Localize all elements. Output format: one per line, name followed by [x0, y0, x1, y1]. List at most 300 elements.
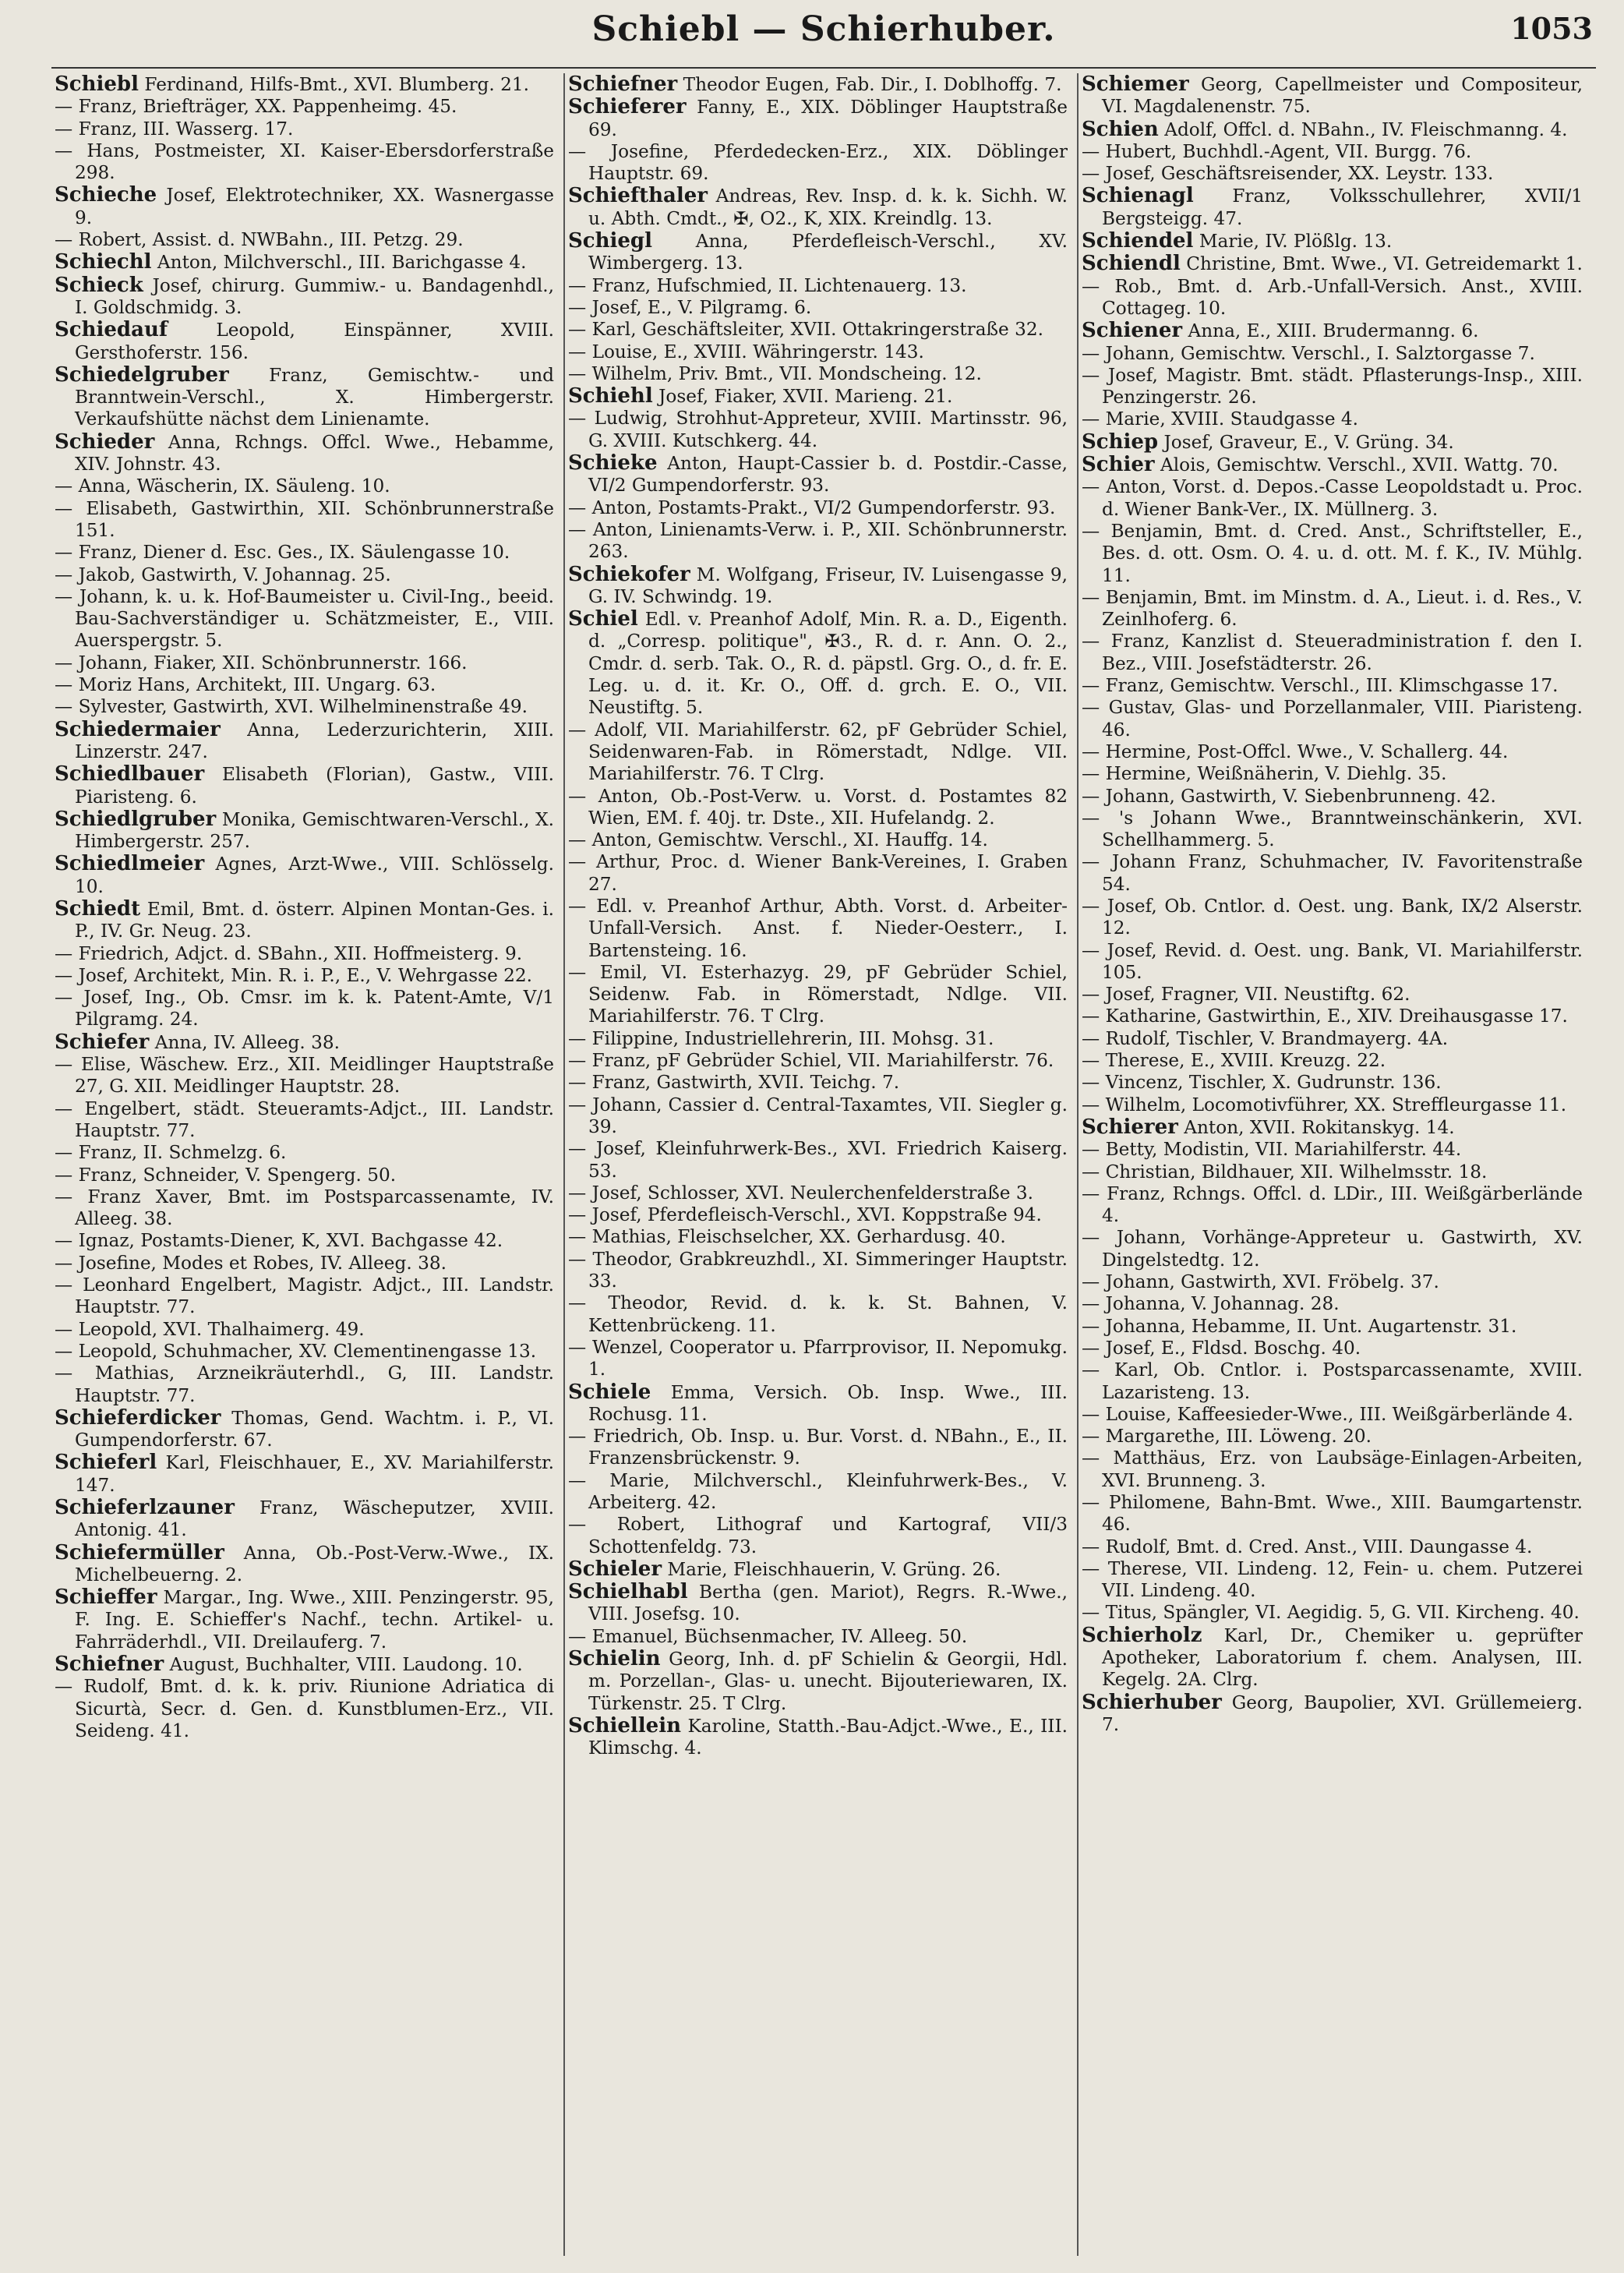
entry-name: Schiedlmeier — [55, 852, 205, 876]
entry-text: Georg, Capellmeister und Compositeur, VI. Magdalenenstr. 75. — [1102, 74, 1583, 118]
entry-text: Franz, pF Gebrüder Schiel, VII. Mariahilferstr. 76. — [591, 1050, 1054, 1072]
directory-entry — [55, 808, 554, 854]
entry-name: — — [568, 1182, 587, 1204]
directory-entry — [568, 1337, 1068, 1381]
entry-name: — — [568, 1514, 587, 1536]
directory-entry — [1082, 940, 1583, 984]
entry-text: Karl, Ob. Cntlor. i. Postsparcassenamte, XVIII. Lazaristeng. 13. — [1102, 1359, 1583, 1403]
entry-text: Christine, Bmt. Wwe., VI. Getreidemarkt 1. — [1186, 253, 1583, 275]
directory-entry — [568, 719, 1068, 786]
directory-entry — [55, 652, 554, 674]
directory-entry — [1082, 276, 1583, 320]
entry-text: Andreas, Rev. Insp. d. k. k. Sichh. W. u. Abth. Cmdt., ✠, O2., K, XIX. Kreindlg. 13. — [588, 186, 1068, 229]
directory-entry — [568, 1094, 1068, 1139]
entry-name: — — [1082, 895, 1100, 917]
entry-text: Marie, Fleischhauerin, V. Grüng. 26. — [667, 1558, 1001, 1580]
entry-name: — — [1082, 1337, 1100, 1359]
directory-entry — [55, 1341, 554, 1363]
entry-text: Franz Xaver, Bmt. im Postsparcassenamte, IV. Alleeg. 38. — [75, 1186, 554, 1230]
entry-name: — — [1082, 1094, 1100, 1115]
directory-entry — [1082, 1691, 1583, 1737]
directory-entry — [1082, 1050, 1583, 1072]
entry-text: Arthur, Proc. d. Wiener Bank-Vereines, I. Graben 27. — [588, 851, 1068, 895]
entry-name: — — [55, 1274, 73, 1296]
entry-text: Wilhelm, Locomotivführer, XX. Streffleurgasse 11. — [1105, 1094, 1567, 1115]
entry-text: Betty, Modistin, VII. Mariahilferstr. 44. — [1105, 1139, 1462, 1161]
entry-name: — — [568, 1469, 587, 1491]
entry-name: — — [1082, 1293, 1100, 1315]
directory-entry — [1082, 408, 1583, 430]
directory-entry — [568, 1581, 1068, 1626]
entry-text: Franz, Rchngs. Offcl. d. LDir., III. Weißgärberlände 4. — [1102, 1182, 1583, 1227]
directory-entry — [568, 1426, 1068, 1470]
entry-text: Josefine, Pferdedecken-Erz., XIX. Döblinger Hauptstr. 69. — [588, 140, 1068, 185]
entry-name: Schienagl — [1082, 184, 1194, 208]
entry-text: Josef, chirurg. Gummiw.- u. Bandagenhdl., I. Goldschmidg. 3. — [75, 274, 554, 318]
entry-text: Louise, Kaffeesieder-Wwe., III. Weißgärberlände 4. — [1105, 1403, 1573, 1425]
directory-entry — [1082, 1448, 1583, 1492]
directory-entry — [568, 1138, 1068, 1182]
directory-entry — [1082, 896, 1583, 940]
entry-name: — — [568, 296, 587, 318]
entry-name: Schiep — [1082, 430, 1159, 454]
entry-text: Josef, Revid. d. Oest. ung. Bank, VI. Mariahilferstr. 105. — [1102, 939, 1583, 983]
directory-entry — [568, 275, 1068, 297]
entry-text: Franz, Wäscheputzer, XVIII. Antonig. 41. — [75, 1497, 554, 1541]
directory-entry — [55, 586, 554, 652]
directory-entry — [568, 1182, 1068, 1204]
directory-entry — [1082, 1426, 1583, 1448]
directory-entry — [55, 719, 554, 764]
entry-name: Schiele — [568, 1380, 651, 1404]
entry-name: — — [568, 851, 587, 873]
entry-name: — — [1082, 631, 1100, 652]
entry-name: — — [55, 475, 73, 497]
entry-name: Schiendl — [1082, 252, 1181, 276]
entry-name: — — [568, 1204, 587, 1226]
entry-text: Karoline, Statth.-Bau-Adjct.-Wwe., E., III. Klimschg. 4. — [588, 1715, 1068, 1759]
directory-entry — [1082, 697, 1583, 741]
entry-text: Thomas, Gend. Wachtm. i. P., VI. Gumpendorferstr. 67. — [75, 1407, 554, 1451]
entry-text: Moriz Hans, Architekt, III. Ungarg. 63. — [78, 674, 436, 696]
entry-name: — — [55, 674, 73, 696]
entry-name: — — [1082, 1182, 1100, 1204]
entry-name: Schieferdicker — [55, 1405, 221, 1430]
directory-entry — [1082, 253, 1583, 275]
directory-entry — [1082, 118, 1583, 141]
entry-text: Franz, Gemischtw. Verschl., III. Klimschgasse 17. — [1105, 675, 1559, 697]
entry-name: — — [1082, 697, 1100, 719]
directory-entry — [55, 274, 554, 320]
directory-entry — [568, 230, 1068, 275]
directory-entry — [55, 1230, 554, 1252]
entry-name: — — [55, 696, 73, 718]
entry-name: — — [568, 274, 587, 296]
directory-entry — [568, 96, 1068, 141]
directory-entry — [55, 364, 554, 431]
entry-text: Anton, Vorst. d. Depos.-Casse Leopoldstadt u. Proc. d. Wiener Bank-Ver., IX. Müllnerg. 3. — [1102, 476, 1583, 520]
entry-name: Schiedermaier — [55, 717, 221, 741]
entry-text: Sylvester, Gastwirth, XVI. Wilhelminenstraße 49. — [78, 696, 528, 718]
directory-entry — [1082, 1139, 1583, 1161]
entry-text: Josef, Fiaker, XVII. Marieng. 21. — [658, 386, 953, 408]
column-3 — [1079, 73, 1592, 2256]
directory-entry — [568, 1558, 1068, 1581]
entry-name: Schiekofer — [568, 562, 690, 586]
directory-entry — [1082, 1094, 1583, 1116]
directory-entry — [55, 1098, 554, 1143]
directory-entry — [55, 853, 554, 898]
entry-text: Vincenz, Tischler, X. Gudrunstr. 136. — [1105, 1072, 1442, 1094]
directory-entry — [55, 1497, 554, 1542]
entry-text: Christian, Bildhauer, XII. Wilhelmsstr. 18. — [1105, 1161, 1488, 1182]
page-title: Schiebl — Schierhuber. — [591, 9, 1056, 49]
entry-text: Fanny, E., XIX. Döblinger Hauptstraße 69. — [588, 97, 1068, 140]
directory-entry — [1082, 1227, 1583, 1271]
entry-text: Franz, Hufschmied, II. Lichtenauerg. 13. — [591, 274, 967, 296]
entry-text: Josef, Kleinfuhrwerk-Bes., XVI. Friedrich Kaiserg. 53. — [588, 1138, 1068, 1182]
entry-text: Therese, VII. Lindeng. 12, Fein- u. chem. Putzerei VII. Lindeng. 40. — [1102, 1557, 1583, 1602]
entry-text: Robert, Assist. d. NWBahn., III. Petzg. 29. — [78, 229, 464, 251]
entry-text: Johann, Fiaker, XII. Schönbrunnerstr. 166. — [78, 652, 468, 673]
entry-text: Anton, Ob.-Post-Verw. u. Vorst. d. Postamtes 82 Wien, EM. f. 40j. tr. Dste., XII. Hufelandg. 2. — [588, 785, 1068, 829]
entry-name: Schiedlbauer — [55, 762, 205, 787]
entry-name: — — [1082, 1557, 1100, 1579]
directory-entry — [55, 229, 554, 251]
directory-entry — [55, 73, 554, 96]
entry-name: — — [1082, 520, 1100, 542]
directory-entry — [1082, 1293, 1583, 1315]
entry-name: — — [55, 1142, 73, 1164]
entry-text: Elisabeth, Gastwirthin, XII. Schönbrunnerstraße 151. — [75, 497, 554, 541]
entry-name: — — [1082, 163, 1100, 185]
directory-entry — [1082, 763, 1583, 785]
directory-entry — [568, 1226, 1068, 1248]
entry-text: Marie, Milchverschl., Kleinfuhrwerk-Bes., V. Arbeiterg. 42. — [588, 1469, 1068, 1513]
entry-text: Johanna, Hebamme, II. Unt. Augartenstr. 31. — [1105, 1315, 1517, 1337]
entry-text: Theodor Eugen, Fab. Dir., I. Doblhoffg. 7. — [683, 74, 1062, 95]
entry-text: Johann, Cassier d. Central-Taxamtes, VII. Siegler g. 39. — [588, 1094, 1068, 1137]
entry-name: — — [568, 140, 587, 162]
entry-name: — — [55, 229, 73, 251]
directory-entry — [568, 141, 1068, 186]
entry-text: Anna, Lederzurichterin, XIII. Linzerstr. 247. — [75, 719, 555, 762]
entry-name: — — [568, 497, 587, 518]
entry-text: Anna, E., XIII. Brudermanng. 6. — [1188, 320, 1479, 342]
entry-name: — — [1082, 1271, 1100, 1293]
directory-entry — [568, 1381, 1068, 1426]
entry-text: Franz, Gastwirth, XVII. Teichg. 7. — [591, 1072, 900, 1094]
entry-text: Wenzel, Cooperator u. Pfarrprovisor, II. Nepomukg. 1. — [588, 1336, 1068, 1380]
entry-text: Franz, II. Schmelzg. 6. — [78, 1142, 287, 1164]
entry-name: — — [55, 118, 73, 140]
entry-text: Anton, Gemischtw. Verschl., XI. Hauffg. 14. — [591, 829, 988, 851]
entry-name: Schiefer — [55, 1030, 150, 1054]
directory-entry — [568, 1626, 1068, 1648]
entry-text: Elise, Wäschew. Erz., XII. Meidlinger Hauptstraße 27, G. XII. Meidlinger Hauptstr. 28. — [75, 1054, 554, 1098]
entry-text: Matthäus, Erz. von Laubsäge-Einlagen-Arbeiten, XVI. Brunneng. 3. — [1102, 1448, 1583, 1491]
entry-name: — — [1082, 763, 1100, 785]
entry-text: Johann, k. u. k. Hof-Baumeister u. Civil-Ing., beeid. Bau-Sachverständiger u. Schätzmeister, E., VIII. Auerspergstr. 5. — [75, 585, 554, 652]
entry-text: Karl, Dr., Chemiker u. geprüfter Apotheker, Laboratorium f. chem. Analysen, III. Kegelg. 2A. Clrg. — [1102, 1624, 1583, 1691]
entry-name: — — [1082, 1006, 1100, 1027]
directory-entry — [568, 452, 1068, 497]
entry-name: Schiedauf — [55, 318, 168, 342]
entry-text: Karl, Geschäftsleiter, XVII. Ottakringerstraße 32. — [591, 319, 1044, 341]
entry-name: — — [568, 1292, 587, 1314]
entry-name: Schielin — [568, 1647, 661, 1671]
entry-name: — — [1082, 1492, 1100, 1513]
entry-text: Alois, Gemischtw. Verschl., XVII. Wattg. 70. — [1160, 454, 1559, 476]
directory-entry — [55, 1407, 554, 1452]
entry-text: Gustav, Glas- und Porzellanmaler, VIII. Piaristeng. 46. — [1102, 697, 1583, 741]
directory-entry — [55, 696, 554, 718]
entry-name: — — [55, 1363, 73, 1384]
entry-name: Schiedelgruber — [55, 362, 229, 387]
entry-text: Josef, E., Fldsd. Boschg. 40. — [1105, 1337, 1361, 1359]
entry-text: Josefine, Modes et Robes, IV. Alleeg. 38. — [78, 1252, 447, 1274]
directory-entry — [568, 786, 1068, 830]
entry-text: Franz, Diener d. Esc. Ges., IX. Säulengasse 10. — [78, 542, 510, 564]
directory-entry — [568, 608, 1068, 719]
entry-name: — — [568, 1072, 587, 1094]
entry-text: Emanuel, Büchsenmacher, IV. Alleeg. 50. — [591, 1625, 968, 1647]
entry-text: Rudolf, Tischler, V. Brandmayerg. 4A. — [1105, 1027, 1449, 1049]
entry-text: Agnes, Arzt-Wwe., VIII. Schlösselg. 10. — [75, 854, 554, 897]
directory-entry — [1082, 1161, 1583, 1183]
entry-name: — — [55, 564, 73, 585]
entry-text: Leopold, Schuhmacher, XV. Clementinengasse 13. — [78, 1340, 537, 1362]
entry-text: Louise, E., XVIII. Währingerstr. 143. — [591, 341, 924, 362]
directory-entry — [1082, 984, 1583, 1006]
directory-entry — [1082, 1006, 1583, 1027]
entry-name: — — [568, 829, 587, 851]
directory-entry — [1082, 851, 1583, 896]
directory-entry — [55, 319, 554, 364]
entry-text: Jakob, Gastwirth, V. Johannag. 25. — [78, 564, 391, 585]
entry-name: Schier — [1082, 453, 1155, 477]
entry-name: — — [568, 1094, 587, 1115]
directory-entry — [1082, 454, 1583, 476]
directory-entry — [55, 1142, 554, 1164]
entry-name: Schiedt — [55, 896, 141, 921]
entry-text: Friedrich, Ob. Insp. u. Bur. Vorst. d. NBahn., E., II. Franzensbrückenstr. 9. — [588, 1426, 1068, 1469]
entry-name: Schiefner — [55, 1653, 164, 1677]
directory-entry — [55, 1542, 554, 1587]
directory-entry — [55, 1253, 554, 1274]
entry-text: Anna, Pferdefleisch-Verschl., XV. Wimbergerg. 13. — [588, 231, 1068, 274]
entry-name: — — [55, 1318, 73, 1340]
directory-entry — [1082, 741, 1583, 763]
entry-text: Anna, Rchngs. Offcl. Wwe., Hebamme, XIV. Johnstr. 43. — [75, 431, 554, 475]
directory-entry — [55, 1165, 554, 1186]
directory-entry — [55, 1363, 554, 1407]
directory-entry — [568, 829, 1068, 851]
entry-text: Franz, Schneider, V. Spengerg. 50. — [78, 1164, 397, 1186]
entry-name: — — [55, 942, 73, 964]
directory-entry — [1082, 73, 1583, 118]
entry-text: Philomene, Bahn-Bmt. Wwe., XIII. Baumgartenstr. 46. — [1102, 1492, 1583, 1536]
entry-text: August, Buchhalter, VIII. Laudong. 10. — [169, 1654, 523, 1676]
entry-name: — — [568, 518, 587, 540]
directory-entry — [1082, 431, 1583, 454]
entry-name: Schierer — [1082, 1115, 1178, 1139]
directory-entry — [568, 1292, 1068, 1337]
entry-text: Anton, Haupt-Cassier b. d. Postdir.-Casse, VI/2 Gumpendorferstr. 93. — [588, 453, 1068, 497]
entry-name: — — [1082, 1315, 1100, 1337]
entry-text: Margarethe, III. Löweng. 20. — [1105, 1426, 1372, 1448]
entry-text: Anton, Milchverschl., III. Barichgasse 4. — [157, 252, 527, 274]
directory-entry — [1082, 1558, 1583, 1603]
entry-text: Mathias, Fleischselcher, XX. Gerhardusg. 40. — [591, 1226, 1006, 1248]
directory-entry — [568, 385, 1068, 408]
directory-entry — [568, 851, 1068, 896]
directory-entry — [1082, 521, 1583, 587]
directory-entry — [1082, 786, 1583, 808]
directory-entry — [1082, 808, 1583, 852]
entry-text: Anton, Postamts-Prakt., VI/2 Gumpendorferstr. 93. — [591, 497, 1056, 518]
directory-entry — [55, 184, 554, 229]
entry-text: Johann, Gastwirth, XVI. Fröbelg. 37. — [1105, 1271, 1439, 1293]
entry-name: Schieferlzauner — [55, 1496, 235, 1519]
entry-name: — — [1082, 1403, 1100, 1425]
directory-entry — [1082, 1316, 1583, 1338]
entry-name: — — [1082, 785, 1100, 807]
entry-name: Schiegl — [568, 229, 652, 253]
entry-name: — — [55, 964, 73, 986]
entry-text: Marie, XVIII. Staudgasse 4. — [1105, 408, 1359, 430]
directory-entry — [1082, 141, 1583, 163]
entry-name: — — [1082, 851, 1100, 873]
entry-text: Engelbert, städt. Steueramts-Adjct., III. Landstr. Hauptstr. 77. — [75, 1098, 555, 1141]
directory-entry — [568, 408, 1068, 452]
directory-entry — [55, 1054, 554, 1098]
directory-entry — [1082, 1624, 1583, 1691]
entry-name: Schiel — [568, 607, 638, 631]
entry-name: Schierholz — [1082, 1623, 1202, 1647]
entry-text: Anna, Ob.-Post-Verw.-Wwe., IX. Michelbeuerng. 2. — [75, 1542, 554, 1585]
directory-entry — [55, 140, 554, 185]
entry-name: — — [568, 719, 587, 741]
entry-text: Hubert, Buchhdl.-Agent, VII. Burgg. 76. — [1105, 140, 1472, 162]
directory-entry — [55, 96, 554, 118]
entry-name: — — [1082, 140, 1100, 162]
entry-text: Leonhard Engelbert, Magistr. Adjct., III. Landstr. Hauptstr. 77. — [75, 1274, 555, 1318]
entry-text: Josef, Elektrotechniker, XX. Wasnergasse 9. — [75, 185, 555, 228]
directory-entry — [1082, 1028, 1583, 1050]
directory-entry — [1082, 1536, 1583, 1558]
directory-entry — [55, 475, 554, 497]
entry-name: — — [1082, 1227, 1100, 1249]
entry-name: — — [1082, 807, 1100, 829]
entry-text: Theodor, Grabkreuzhdl., XI. Simmeringer Hauptstr. 33. — [588, 1248, 1068, 1292]
entry-name: Schierhuber — [1082, 1690, 1222, 1714]
entry-text: Edl. v. Preanhof Adolf, Min. R. a. D., Eigenth. d. „Corresp. politique", ✠3., R. d. r. Ann. O. 2., Cmdr. d. serb. Tak. O., R. d. päpstl. Grg. O., d. fr. E. Leg. u. d. it. Kr. O., Off. d. grch. E. O., VII. Neustiftg. 5. — [588, 609, 1068, 719]
entry-text: Bertha (gen. Mariot), Regrs. R.-Wwe., VIII. Josefsg. 10. — [588, 1582, 1068, 1625]
directory-entry — [1082, 1404, 1583, 1426]
entry-text: Monika, Gemischtwaren-Verschl., X. Himbergerstr. 257. — [75, 808, 554, 853]
entry-name: Schieferer — [568, 95, 687, 119]
directory-entry — [568, 1028, 1068, 1050]
directory-entry — [568, 1204, 1068, 1226]
directory-entry — [55, 1031, 554, 1054]
directory-entry — [568, 297, 1068, 319]
entry-text: Georg, Inh. d. pF Schielin & Georgii, Hdl. m. Porzellan-, Glas- u. unecht. Bijouteriewaren, IX. Türkenstr. 25. T Clrg. — [588, 1649, 1068, 1714]
directory-entry — [55, 987, 554, 1031]
entry-text: Johanna, V. Johannag. 28. — [1105, 1293, 1340, 1315]
directory-entry — [1082, 1359, 1583, 1404]
directory-entry — [568, 519, 1068, 564]
entry-text: Leopold, XVI. Thalhaimerg. 49. — [78, 1318, 365, 1340]
entry-text: Edl. v. Preanhof Arthur, Abth. Vorst. d. Arbeiter-Unfall-Versich. Anst. f. Nieder-Oesterr., I. Bartensteing. 16. — [588, 895, 1068, 961]
directory-entry — [1082, 1492, 1583, 1536]
directory-entry — [1082, 631, 1583, 675]
entry-text: Emil, VI. Esterhazyg. 29, pF Gebrüder Schiel, Seidenw. Fab. in Römerstadt, Ndlge. VII. Mariahilferstr. 76. T Clrg. — [588, 961, 1068, 1027]
entry-name: — — [568, 1226, 587, 1248]
directory-entry — [568, 363, 1068, 385]
entry-name: Schiefermüller — [55, 1540, 224, 1564]
entry-name: — — [55, 585, 73, 607]
entry-name: — — [1082, 586, 1100, 608]
entry-text: Johann, Gastwirth, V. Siebenbrunneng. 42. — [1105, 785, 1496, 807]
entry-name: — — [55, 1098, 73, 1119]
entry-text: Rudolf, Bmt. d. k. k. priv. Riunione Adriatica di Sicurtà, Secr. d. Gen. d. Kunstblumen-Erz., VII. Seideng. 41. — [75, 1676, 554, 1741]
entry-text: Friedrich, Adjct. d. SBahn., XII. Hoffmeisterg. 9. — [78, 942, 523, 964]
entry-text: Titus, Spängler, VI. Aegidig. 5, G. VII. Kircheng. 40. — [1105, 1602, 1580, 1624]
entry-text: Emma, Versich. Ob. Insp. Wwe., III. Rochusg. 11. — [588, 1381, 1068, 1425]
directory-entry — [55, 1186, 554, 1231]
entry-text: Theodor, Revid. d. k. k. St. Bahnen, V. Kettenbrückeng. 11. — [588, 1292, 1068, 1336]
entry-name: — — [568, 1426, 587, 1448]
directory-entry — [55, 1586, 554, 1653]
directory-entry — [568, 896, 1068, 962]
entry-text: Filippine, Industriellehrerin, III. Mohsg. 31. — [591, 1027, 994, 1049]
entry-text: Wilhelm, Priv. Bmt., VII. Mondscheing. 12. — [591, 362, 982, 384]
entry-name: Schiedlgruber — [55, 807, 217, 831]
entry-text: Josef, Schlosser, XVI. Neulerchenfelderstraße 3. — [591, 1182, 1034, 1204]
entry-name: — — [1082, 275, 1100, 297]
entry-name: — — [568, 341, 587, 362]
entry-name: — — [55, 497, 73, 519]
entry-name: Schiefthaler — [568, 184, 708, 208]
entry-name: Schieche — [55, 183, 157, 207]
entry-text: Josef, Pferdefleisch-Verschl., XVI. Koppstraße 94. — [591, 1204, 1042, 1226]
directory-entry — [1082, 320, 1583, 342]
entry-text: Georg, Baupolier, XVI. Grüllemeierg. 7. — [1102, 1691, 1583, 1735]
directory-entry — [568, 497, 1068, 519]
column-1 — [51, 73, 565, 2256]
page-number: 1053 — [1510, 11, 1593, 46]
entry-text: Adolf, VII. Mariahilferstr. 62, pF Gebrüder Schiel, Seidenwaren-Fab. in Römerstadt, Ndlge. VII. Mariahilferstr. 76. T Clrg. — [588, 719, 1068, 785]
entry-name: — — [1082, 939, 1100, 961]
entry-text: Rudolf, Bmt. d. Cred. Anst., VIII. Daungasse 4. — [1105, 1536, 1533, 1557]
entry-name: — — [1082, 1536, 1100, 1557]
entry-text: Franz, Gemischtw.- und Branntwein-Verschl., X. Himbergerstr. Verkaufshütte nächst dem Linienamte. — [75, 364, 555, 430]
entry-name: Schien — [1082, 117, 1159, 141]
entry-name: — — [568, 319, 587, 341]
directory-entry — [1082, 587, 1583, 631]
entry-text: Karl, Fleischhauer, E., XV. Mariahilferstr. 147. — [75, 1452, 554, 1496]
directory-entry — [55, 1653, 554, 1676]
entry-name: — — [1082, 342, 1100, 364]
entry-name: — — [55, 1252, 73, 1274]
entry-name: — — [55, 1676, 73, 1698]
entry-text: Margar., Ing. Wwe., XIII. Penzingerstr. 95, F. Ing. E. Schieffer's Nachf., techn. Artikel- u. Fahrräderhdl., VII. Dreilauferg. 7. — [75, 1587, 555, 1653]
entry-text: Franz, Volksschullehrer, XVII/1 Bergsteigg. 47. — [1102, 186, 1583, 229]
entry-name: — — [1082, 1602, 1100, 1624]
directory-entry — [568, 1050, 1068, 1072]
entry-name: — — [1082, 364, 1100, 386]
